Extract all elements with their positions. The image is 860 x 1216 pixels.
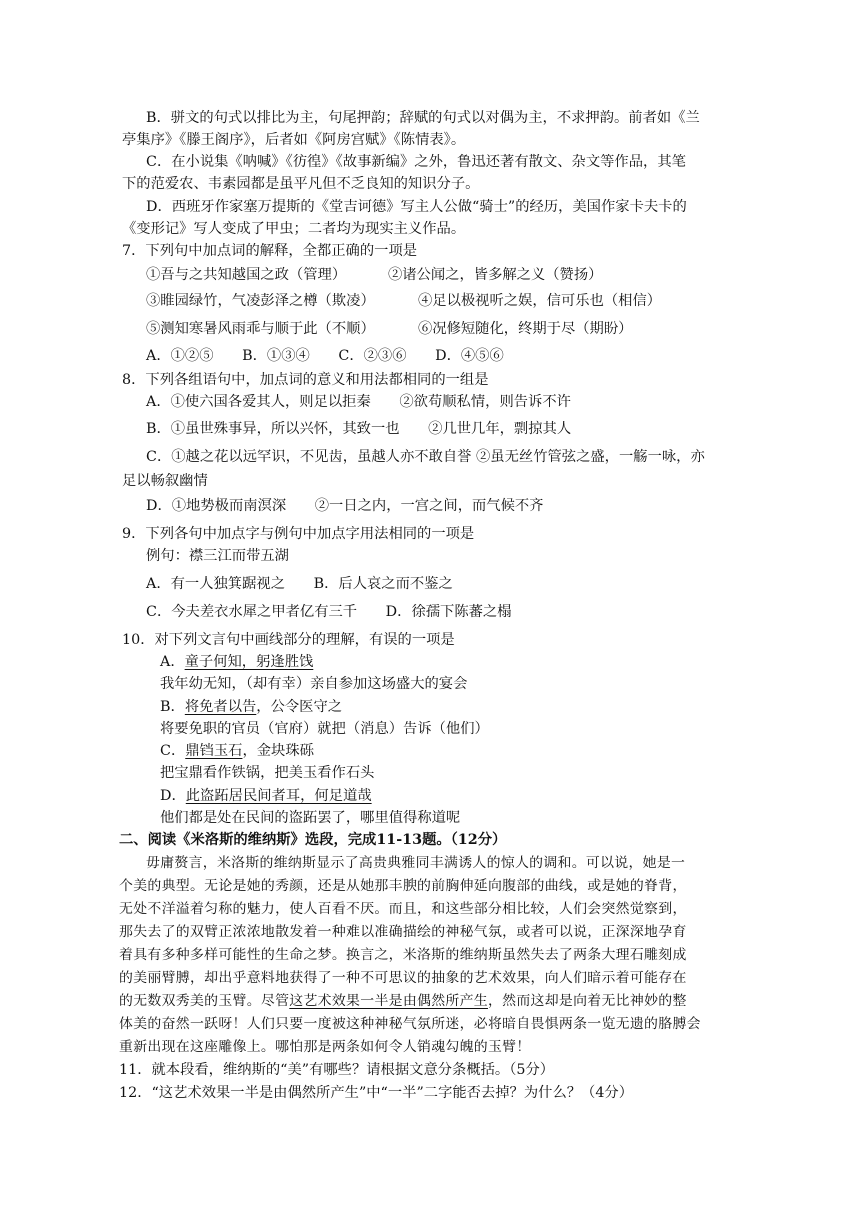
q8-option-b: B．①虽世殊事异，所以兴怀，其致一也 ②几世几年，剽掠其人 [146,421,572,437]
q6-option-c-line1: C．在小说集《呐喊》《彷徨》《故事新编》之外，鲁迅还著有散文、杂文等作品，其笔 [146,154,686,170]
q7-stem: 7．下列句中加点词的解释，全都正确的一项是 [122,243,418,259]
q10-option-c: C．鼎铛玉石，金块珠砾 [160,743,314,759]
q9-stem: 9．下列各句中加点字与例句中加点字用法相同的一项是 [122,526,475,542]
q10-a-underlined: 童子何知，躬逢胜饯 [184,654,314,670]
q7-options: A．①②⑤ B．①③④ C．②③⑥ D．④⑤⑥ [146,348,504,364]
q9-options-cd: C．今夫差衣水犀之甲者亿有三千 D．徐孺下陈蕃之榻 [146,604,512,620]
passage-line-4: 那失去了的双臂正浓浓地散发着一种难以准确描绘的神秘气氛，或者可以说，正深深地孕育 [119,924,687,940]
q12-stem: 12．“这艺术效果一半是由偶然所产生”中“一半”二字能否去掉？为什么？（4分） [119,1085,634,1101]
section-2-heading: 二、阅读《米洛斯的维纳斯》选段，完成11-13题。（12分） [119,832,507,848]
q9-example: 例句：襟三江而带五湖 [146,548,289,564]
passage-line-1: 毋庸赘言，米洛斯的维纳斯显示了高贵典雅同丰满诱人的惊人的调和。可以说，她是一 [146,855,686,871]
q8-option-c-line2: 足以畅叙幽情 [122,473,208,489]
q7-item-4: ④足以极视听之娱，信可乐也（相信） [418,293,662,309]
q7-item-6: ⑥况修短随化，终期于尽（期盼） [418,321,633,337]
q8-option-d: D．①地势极而南溟深 ②一日之内，一宫之间，而气候不齐 [146,498,544,514]
q8-option-c-line1: C．①越之花以远罕识，不见齿，虽越人亦不敢自誉 ②虽无丝竹管弦之盛，一觞一咏，亦 [146,449,705,465]
passage-line-5: 着具有多种多样可能性的生命之梦。换言之，米洛斯的维纳斯虽然失去了两条大理石雕刻成 [119,947,687,963]
q6-option-b-line1: B．骈文的句式以排比为主，句尾押韵；辞赋的句式以对偶为主，不求押韵。前者如《兰 [146,110,700,126]
q7-item-1: ①吾与之共知越国之政（管理） [146,267,347,283]
q10-stem: 10．对下列文言句中画线部分的理解，有误的一项是 [122,632,455,648]
q10-d-underlined: 此盗跖居民间者耳，何足道哉 [185,788,372,804]
passage-line-9: 重新出现在这座雕像上。哪怕那是两条如何令人销魂勾魄的玉臂！ [119,1039,531,1055]
passage-underlined-sentence: 这艺术效果一半是由偶然所产生 [289,993,488,1009]
q10-option-b: B．将免者以告，公令医守之 [160,699,343,715]
q6-option-c-line2: 下的范爱农、韦素园都是虽平凡但不乏良知的知识分子。 [122,176,480,192]
q8-option-a: A．①使六国各爱其人，则足以拒秦 ②欲苟顺私情，则告诉不许 [146,394,571,410]
passage-line-8: 体美的奋然一跃呀！人们只要一度被这种神秘气氛所迷，必将暗自畏惧两条一览无遗的胳膊会 [119,1016,701,1032]
q6-option-d-line2: 《变形记》写人变成了甲虫；二者均为现实主义作品。 [122,221,466,237]
passage-line-7: 的无数双秀美的玉臂。尽管这艺术效果一半是由偶然所产生，然而这却是向着无比神妙的整 [119,993,687,1009]
q6-option-d-line1: D．西班牙作家塞万提斯的《堂吉诃德》写主人公做“骑士”的经历，美国作家卡夫卡的 [146,199,687,215]
passage-line-3: 无处不洋溢着匀称的魅力，使人百看不厌。而且，和这些部分相比较，人们会突然觉察到， [119,901,687,917]
q10-a-translation: 我年幼无知，（却有幸）亲自参加这场盛大的宴会 [160,676,468,692]
q10-option-d: D．此盗跖居民间者耳，何足道哉 [160,788,372,804]
passage-line-6: 的美丽臂膊，却出乎意料地获得了一种不可思议的抽象的艺术效果，向人们暗示着可能存在 [119,970,687,986]
q8-stem: 8．下列各组语句中，加点词的意义和用法都相同的一组是 [122,372,489,388]
q10-b-underlined: 将免者以告 [184,699,257,715]
q11-stem: 11．就本段看，维纳斯的“美”有哪些？请根据文意分条概括。（5分） [119,1062,555,1078]
q10-c-underlined: 鼎铛玉石 [185,743,243,759]
q7-item-2: ②诸公闻之，皆多解之义（赞扬） [388,267,603,283]
q10-d-translation: 他们都是处在民间的盗跖罢了，哪里值得称道呢 [160,810,461,826]
q10-option-a: A．童子何知，躬逢胜饯 [160,654,314,670]
passage-line-2: 个美的典型。无论是她的秀颜，还是从她那丰腴的前胸伸延向腹部的曲线，或是她的脊背， [119,878,687,894]
q10-b-translation: 将要免职的官员（官府）就把（消息）告诉（他们） [160,721,489,737]
q7-item-3: ③睢园绿竹，气凌彭泽之樽（欺凌） [146,293,375,309]
q9-options-ab: A．有一人独箕踞视之 B．后人哀之而不鉴之 [146,576,453,592]
q7-item-5: ⑤测知寒暑风雨乖与顺于此（不顺） [146,321,375,337]
q6-option-b-line2: 亭集序》《滕王阁序》，后者如《阿房宫赋》《陈情表》。 [122,132,466,148]
q10-c-translation: 把宝鼎看作铁锅，把美玉看作石头 [160,765,375,781]
